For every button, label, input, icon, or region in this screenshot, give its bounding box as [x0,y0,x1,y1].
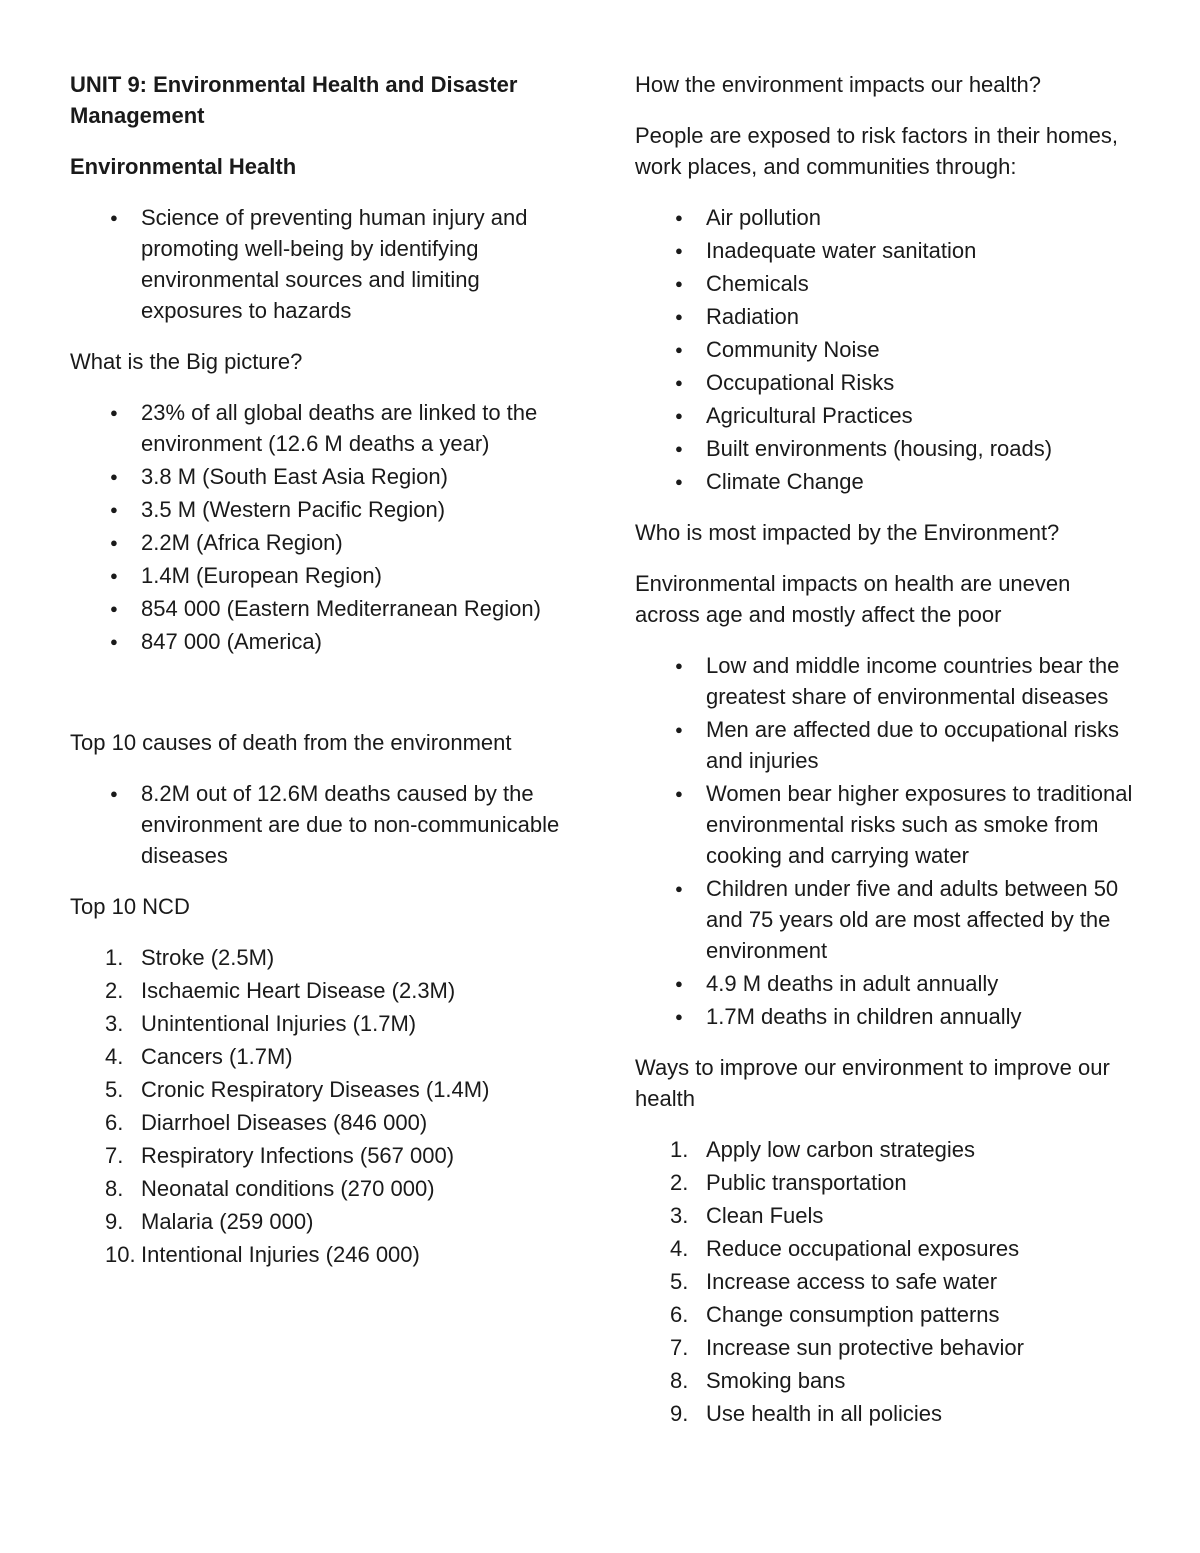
who-list [635,650,1135,1032]
impact-question: How the environment impacts our health? [635,72,1041,97]
list-item [635,1233,1135,1264]
impact-intro: People are exposed to risk factors in their homes, work places, and communities through: [635,123,1119,179]
list-text: Reduce occupational exposures [706,1236,1020,1261]
list-text: Smoking bans [706,1368,846,1393]
list-text: Respiratory Infections (567 000) [141,1143,455,1168]
list-text: Neonatal conditions (270 000) [141,1176,435,1201]
list-text: Increase sun protective behavior [706,1335,1024,1360]
top10-heading: Top 10 causes of death from the environment [70,730,512,755]
list-number: 2. [105,978,124,1003]
list-item: ● Radiation [635,301,1135,332]
list-number: 3. [105,1011,124,1036]
list-number: 5. [105,1077,124,1102]
list-item [635,1398,1135,1429]
list-item: ● Community Noise [635,334,1135,365]
list-item: ● Women bear higher exposures to traditional environmental risks such as smoke from cooking and carrying water [635,778,1135,871]
list-number: 8. [670,1368,689,1393]
list-item [635,1365,1135,1396]
list-number: 7. [670,1335,689,1360]
list-text: Intentional Injuries (246 000) [141,1242,420,1267]
big-picture-question: What is the Big picture? [70,349,303,374]
list-item [70,1107,580,1138]
list-item [70,1206,580,1237]
list-item: ● Agricultural Practices [635,400,1135,431]
environmental-health-heading: Environmental Health [70,154,297,179]
list-item: ● Science of preventing human injury and promoting well-being by identifying environmental sources and limiting exposures to hazards [70,202,580,326]
list-number: 6. [105,1110,124,1135]
list-item [70,1239,580,1270]
list-item [635,1200,1135,1231]
definition-list [70,202,580,326]
ncd-heading: Top 10 NCD [70,894,190,919]
list-item [635,1332,1135,1363]
who-intro: Environmental impacts on health are uneven across age and mostly affect the poor [635,571,1071,627]
list-number: 7. [105,1143,124,1168]
list-text: Clean Fuels [706,1203,824,1228]
list-number: 1. [670,1137,689,1162]
list-number: 5. [670,1269,689,1294]
left-column [70,69,580,1290]
list-item: ● 1.7M deaths in children annually [635,1001,1135,1032]
list-item [70,1041,580,1072]
list-item [70,1008,580,1039]
list-text: Malaria (259 000) [141,1209,314,1234]
list-item [70,1140,580,1171]
list-item [70,1074,580,1105]
risk-factors-list [635,202,1135,497]
list-item: ● Inadequate water sanitation [635,235,1135,266]
list-number: 4. [670,1236,689,1261]
list-item: ● 4.9 M deaths in adult annually [635,968,1135,999]
list-text: Cancers (1.7M) [141,1044,293,1069]
list-text: Apply low carbon strategies [706,1137,976,1162]
list-text: Cronic Respiratory Diseases (1.4M) [141,1077,490,1102]
list-text: Public transportation [706,1170,907,1195]
big-picture-list [70,397,580,657]
top10-list [70,778,580,871]
list-number: 9. [670,1401,689,1426]
list-text: Ischaemic Heart Disease (2.3M) [141,978,456,1003]
list-text: Stroke (2.5M) [141,945,275,970]
list-number: 6. [670,1302,689,1327]
list-item: ● 3.5 M (Western Pacific Region) [70,494,580,525]
list-item: ● Air pollution [635,202,1135,233]
list-item [635,1299,1135,1330]
list-number: 8. [105,1176,124,1201]
list-item: ● 3.8 M (South East Asia Region) [70,461,580,492]
list-text: Diarrhoel Diseases (846 000) [141,1110,428,1135]
list-item: ● 847 000 (America) [70,626,580,657]
ways-list [635,1134,1135,1429]
who-question: Who is most impacted by the Environment? [635,520,1060,545]
list-number: 1. [105,945,124,970]
list-item: ● 1.4M (European Region) [70,560,580,591]
list-item [635,1167,1135,1198]
list-item: ● Chemicals [635,268,1135,299]
list-number: 3. [670,1203,689,1228]
spacer [70,677,580,727]
list-text: Change consumption patterns [706,1302,1000,1327]
list-text: Unintentional Injuries (1.7M) [141,1011,417,1036]
list-item: ● Occupational Risks [635,367,1135,398]
ncd-list [70,942,580,1270]
list-item [70,1173,580,1204]
list-item [635,1266,1135,1297]
list-item: ● 23% of all global deaths are linked to the environment (12.6 M deaths a year) [70,397,580,459]
list-item: ● Climate Change [635,466,1135,497]
list-item: ● Low and middle income countries bear the greatest share of environmental diseases [635,650,1135,712]
list-text: Increase access to safe water [706,1269,998,1294]
ways-heading: Ways to improve our environment to improve our health [635,1055,1110,1111]
list-item: ● 2.2M (Africa Region) [70,527,580,558]
right-column [635,69,1135,1449]
list-number: 9. [105,1209,124,1234]
list-text: Use health in all policies [706,1401,943,1426]
list-number: 4. [105,1044,124,1069]
list-item [635,1134,1135,1165]
list-number: 2. [670,1170,689,1195]
list-item [70,942,580,973]
list-number: 10. [105,1242,136,1267]
list-item: ● Built environments (housing, roads) [635,433,1135,464]
unit-title: UNIT 9: Environmental Health and Disaster Management [70,72,518,128]
list-item: ● 854 000 (Eastern Mediterranean Region) [70,593,580,624]
list-item: ● 8.2M out of 12.6M deaths caused by the environment are due to non-communicable diseases [70,778,580,871]
list-item: ● Children under five and adults between 50 and 75 years old are most affected by the environment [635,873,1135,966]
list-item [70,975,580,1006]
list-item: ● Men are affected due to occupational risks and injuries [635,714,1135,776]
